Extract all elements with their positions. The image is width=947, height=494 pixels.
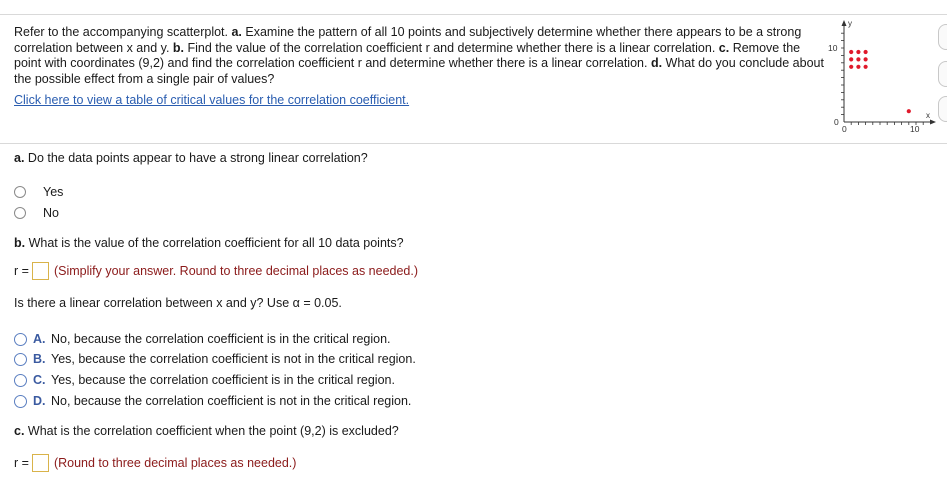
radio-option-c[interactable]: [14, 374, 27, 387]
data-point: [849, 50, 853, 54]
prompt-b-label: b.: [172, 40, 184, 55]
y-axis-arrow: [842, 20, 847, 26]
radio-no[interactable]: [14, 207, 26, 219]
data-point: [907, 109, 911, 113]
question-c: [14, 424, 399, 438]
data-point: [849, 57, 853, 61]
option-c[interactable]: [14, 373, 395, 387]
option-b-letter: B.: [33, 352, 46, 366]
prompt-a-label: a.: [231, 25, 242, 39]
option-no-label: No: [43, 206, 59, 220]
hint-c: (Round to three decimal places as needed.): [53, 456, 297, 470]
prompt-c-label: c.: [718, 40, 730, 55]
question-b-label: b.: [14, 236, 26, 250]
prompt-d-text: What do you conclude about the possible effect from a single pair of values?: [14, 56, 824, 86]
scatterplot[interactable]: [822, 18, 937, 136]
data-point: [849, 65, 853, 69]
section-divider: [0, 143, 947, 144]
option-no[interactable]: [14, 206, 59, 220]
r-input-b[interactable]: [32, 262, 49, 280]
radio-option-a[interactable]: [14, 333, 27, 346]
option-d[interactable]: [14, 394, 411, 408]
r-input-c[interactable]: [32, 454, 49, 472]
option-c-text: Yes, because the correlation coefficient is in the critical region.: [51, 373, 395, 387]
critical-values-link[interactable]: Click here to view a table of critical values for the correlation coefficient.: [14, 93, 410, 107]
side-tool-button-3[interactable]: [938, 96, 947, 122]
r-label-b: r =: [14, 264, 29, 278]
answer-b-row: [14, 262, 418, 280]
radio-option-d[interactable]: [14, 395, 27, 408]
r-label-c: r =: [14, 456, 29, 470]
option-d-text: No, because the correlation coefficient is not in the critical region.: [51, 394, 412, 408]
question-a: [14, 151, 368, 165]
option-a-text: No, because the correlation coefficient is in the critical region.: [51, 332, 391, 346]
question-b-text: What is the value of the correlation coefficient for all 10 data points?: [25, 236, 404, 250]
hint-b: (Simplify your answer. Round to three decimal places as needed.): [53, 264, 419, 278]
data-point: [856, 57, 860, 61]
data-point: [864, 50, 868, 54]
x-tick-label-10: 10: [910, 124, 920, 134]
top-divider: [0, 14, 947, 15]
y-tick-label-0: 0: [834, 117, 839, 127]
data-points: [849, 50, 911, 113]
prompt-a-text: Examine the pattern of all 10 points and subjectively determine whether there appears to be a strong correlation between x and y.: [14, 25, 802, 55]
prompt-intro: Refer to the accompanying scatterplot.: [14, 25, 232, 39]
data-point: [856, 65, 860, 69]
question-c-text: What is the correlation coefficient when the point (9,2) is excluded?: [24, 424, 399, 438]
option-yes[interactable]: [14, 185, 63, 199]
x-axis-label: x: [926, 111, 930, 120]
option-yes-label: Yes: [43, 185, 64, 199]
option-d-letter: D.: [33, 394, 46, 408]
x-axis-arrow: [930, 120, 936, 125]
data-point: [856, 50, 860, 54]
y-axis-label: y: [848, 19, 852, 28]
question-b: [14, 236, 404, 250]
option-a[interactable]: [14, 332, 391, 346]
x-tick-label-0: 0: [842, 124, 847, 134]
radio-yes[interactable]: [14, 186, 26, 198]
radio-option-b[interactable]: [14, 353, 27, 366]
option-a-letter: A.: [33, 332, 46, 346]
option-b-text: Yes, because the correlation coefficient is not in the critical region.: [51, 352, 416, 366]
side-tool-button-1[interactable]: [938, 24, 947, 50]
prompt-b-text: Find the value of the correlation coefficient r and determine whether there is a linear correlation.: [184, 40, 719, 55]
option-c-letter: C.: [33, 373, 46, 387]
question-a-text: Do the data points appear to have a strong linear correlation?: [24, 151, 368, 165]
y-tick-label-10: 10: [828, 43, 838, 53]
linear-correlation-question: Is there a linear correlation between x and y? Use α = 0.05.: [14, 296, 342, 310]
prompt-d-label: d.: [650, 56, 663, 70]
data-point: [864, 57, 868, 61]
answer-c-row: [14, 454, 296, 472]
data-point: [864, 65, 868, 69]
problem-statement: [14, 25, 824, 87]
prompt-c-text: Remove the point with coordinates (9,2) and find the correlation coefficient r and determine whether there is a linear correlation.: [14, 40, 801, 70]
option-b[interactable]: [14, 352, 416, 366]
question-c-label: c.: [14, 424, 25, 438]
question-a-label: a.: [14, 151, 25, 165]
side-tool-button-2[interactable]: [938, 61, 947, 87]
